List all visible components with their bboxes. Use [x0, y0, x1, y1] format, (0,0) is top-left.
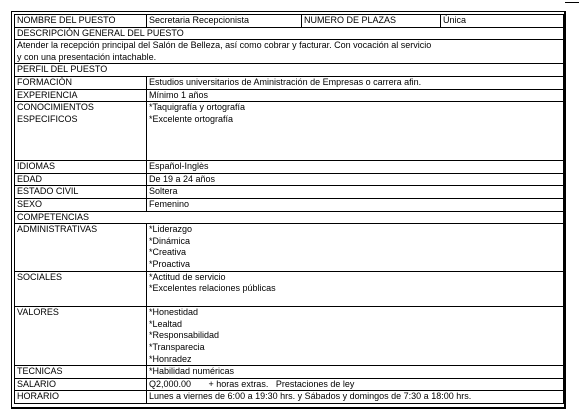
row-conocimientos [15, 102, 564, 161]
experiencia-label: EXPERIENCIA [15, 89, 147, 102]
row-estado-civil [15, 186, 564, 199]
row-sociales [15, 271, 564, 307]
valores-label: VALORES [15, 307, 147, 366]
experiencia-value: Mínimo 1 años [147, 89, 564, 102]
puesto-value: Secretaria Recepcionista [147, 15, 302, 28]
job-profile-table [14, 14, 564, 404]
row-idiomas [15, 161, 564, 174]
valores-item: *Honradez [149, 353, 192, 364]
descripcion-header: DESCRIPCIÓN GENERAL DEL PUESTO [15, 27, 564, 40]
conocimientos-item: *Excelente ortografía [149, 113, 234, 124]
edad-label: EDAD [15, 173, 147, 186]
valores-item: *Lealtad [149, 318, 183, 329]
row-salario [15, 378, 564, 391]
row-puesto [15, 15, 564, 28]
sociales-item: *Actitud de servicio [149, 271, 226, 282]
row-sexo [15, 198, 564, 211]
sociales-item: *Excelentes relaciones públicas [149, 283, 276, 294]
row-valores [15, 307, 564, 366]
puesto-label: NOMBRE DEL PUESTO [15, 15, 147, 28]
administrativas-item: *Proactiva [149, 258, 191, 269]
edad-value: De 19 a 24 años [147, 173, 564, 186]
idiomas-value: Español-Inglès [147, 161, 564, 174]
conocimientos-label-2: ESPECIFICOS [17, 113, 78, 124]
sexo-label: SEXO [15, 198, 147, 211]
administrativas-label: ADMINISTRATIVAS [15, 224, 147, 271]
formacion-label: FORMACIÓN [15, 76, 147, 89]
row-descripcion [15, 40, 564, 64]
descripcion-line-1: Atender la recepción principal del Salón de Belleza, así como cobrar y facturar. Con vocación al servicio [17, 40, 432, 51]
plazas-value: Única [441, 15, 564, 28]
sociales-spacer [149, 295, 561, 307]
descripcion-line-2: y con una presentación intachable. [17, 51, 157, 62]
row-perfil-header [15, 64, 564, 77]
estado-civil-label: ESTADO CIVIL [15, 186, 147, 199]
valores-item: *Responsabilidad [149, 330, 220, 341]
horario-label: HORARIO [15, 391, 147, 404]
conocimientos-label [15, 102, 147, 161]
valores-item: *Transparecia [149, 342, 205, 353]
administrativas-item: *Dinámica [149, 235, 191, 246]
sexo-value: Femenino [147, 198, 564, 211]
row-descripcion-header [15, 27, 564, 40]
conocimientos-item: *Taquigrafía y ortografía [149, 102, 246, 113]
formacion-value: Estudios universitarios de Aministración de Empresas o carrera afin. [147, 76, 564, 89]
valores-item: *Honestidad [149, 307, 199, 318]
row-competencias-header [15, 211, 564, 224]
edge-line [565, 2, 579, 3]
estado-civil-value: Soltera [147, 186, 564, 199]
competencias-header: COMPETENCIAS [15, 211, 564, 224]
row-tecnicas [15, 366, 564, 379]
sociales-label: SOCIALES [15, 271, 147, 307]
valores-value [147, 307, 564, 366]
horario-value: Lunes a viernes de 6:00 a 19:30 hrs. y Sábados y domingos de 7:30 a 18:00 hrs. [147, 391, 564, 404]
plazas-label: NUMERO DE PLAZAS [302, 15, 441, 28]
row-edad [15, 173, 564, 186]
row-experiencia [15, 89, 564, 102]
tecnicas-value: *Habilidad numéricas [147, 366, 564, 379]
sociales-value [147, 271, 564, 307]
descripcion-text [15, 40, 564, 64]
administrativas-item: *Creativa [149, 247, 187, 258]
tecnicas-label: TECNICAS [15, 366, 147, 379]
salario-value: Q2,000.00 + horas extras. Prestaciones de ley [147, 378, 564, 391]
perfil-header: PERFIL DEL PUESTO [15, 64, 564, 77]
conocimientos-value [147, 102, 564, 161]
row-formacion [15, 76, 564, 89]
salario-label: SALARIO [15, 378, 147, 391]
idiomas-label: IDIOMAS [15, 161, 147, 174]
conocimientos-label-1: CONOCIMIENTOS [17, 102, 94, 113]
row-horario [15, 391, 564, 404]
administrativas-value [147, 224, 564, 271]
administrativas-item: *Liderazgo [149, 224, 193, 235]
row-administrativas [15, 224, 564, 271]
